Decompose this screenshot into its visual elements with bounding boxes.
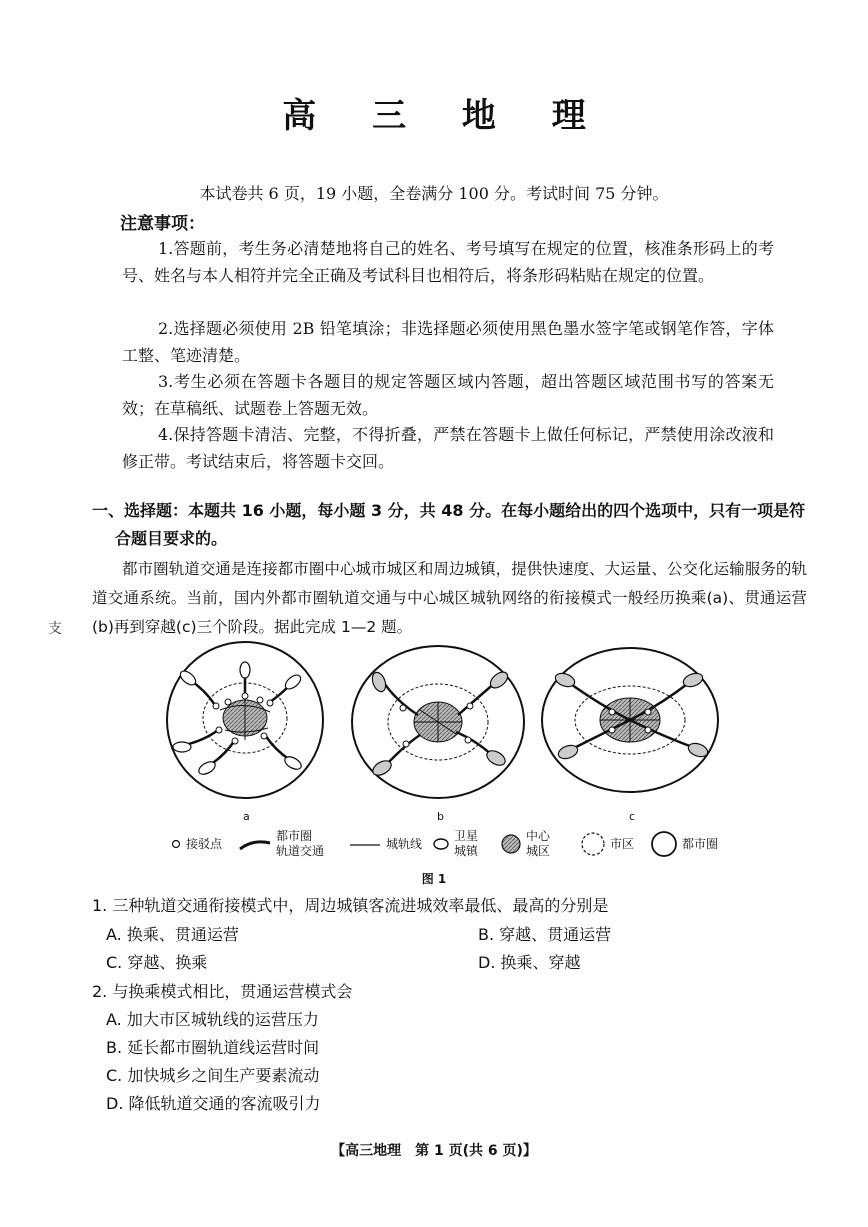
legend-metro-circle-label: 都市圈 (682, 836, 719, 851)
legend-central-area (500, 826, 550, 862)
margin-mark: 支 (48, 621, 62, 637)
central-area-icon (500, 833, 522, 855)
legend-transfer-point-label: 接驳点 (186, 836, 223, 851)
section-heading-line1: 一、选择题：本题共 16 小题，每小题 3 分，共 48 分。在每小题给出的四个选项中，只有一项是符 (92, 501, 806, 520)
legend-satellite-town (432, 826, 478, 862)
note-item-4: 4.保持答题卡清洁、完整，不得折叠，严禁在答题卡上做任何标记，严禁使用涂改液和修正带。考试结束后，将答题卡交回。 (122, 425, 774, 471)
panel-b (352, 646, 524, 798)
exam-info: 本试卷共 6 页，19 小题，全卷满分 100 分。考试时间 75 分钟。 (199, 184, 669, 203)
question-1-stem: 1. 三种轨道交通衔接模式中，周边城镇客流进城效率最低、最高的分别是 (92, 896, 609, 915)
section-heading-line2: 合题目要求的。 (115, 529, 228, 548)
city-rail-line-icon (348, 837, 382, 851)
question-1-option-b: B. 穿越、贯通运营 (478, 925, 612, 944)
legend-city-rail (348, 826, 422, 862)
legend-transfer-point (170, 826, 222, 862)
metro-rail-line-icon (238, 837, 272, 851)
panel-a (167, 642, 323, 798)
legend-urban-area (580, 826, 634, 862)
question-2-option-d: D. 降低轨道交通的客流吸引力 (106, 1094, 321, 1113)
figure-caption: 图 1 (421, 872, 447, 886)
question-2-option-a: A. 加大市区城轨线的运营压力 (106, 1010, 319, 1029)
notes-heading: 注意事项： (120, 214, 205, 234)
question-2-option-b: B. 延长都市圈轨道线运营时间 (106, 1038, 320, 1057)
note-item-3: 3.考生必须在答题卡各题目的规定答题区域内答题，超出答题区域范围书写的答案无效；在草稿纸、试题卷上答题无效。 (122, 372, 774, 418)
legend-metro-rail-label: 都市圈 轨道交通 (276, 829, 325, 858)
legend-metro-circle (650, 826, 718, 862)
legend-central-area-label: 中心 城区 (526, 829, 551, 858)
figure-legend (170, 826, 730, 862)
question-intro: 都市圈轨道交通是连接都市圈中心城市城区和周边城镇，提供快速度、大运量、公交化运输服务的轨道交通系统。当前，国内外都市圈轨道交通与中心城区城轨网络的衔接模式一般经历换乘(a)、贯通运营(b)再到穿越(c)三个阶段。据此完成 1—2 题。 (92, 560, 807, 636)
legend-metro-rail (238, 826, 324, 862)
legend-urban-area-label: 市区 (610, 836, 635, 851)
section-heading (92, 497, 807, 553)
legend-city-rail-label: 城轨线 (386, 836, 423, 851)
note-item-1: 1.答题前，考生务必清楚地将自己的姓名、考号填写在规定的位置，核准条形码上的考号、姓名与本人相符并完全正确及考试科目也相符后，将条形码粘贴在规定的位置。 (122, 239, 774, 285)
question-1-option-d: D. 换乘、穿越 (478, 953, 581, 972)
panel-c (542, 648, 718, 792)
question-2-option-c: C. 加快城乡之间生产要素流动 (106, 1066, 320, 1085)
legend-satellite-town-label: 卫星 城镇 (454, 829, 479, 858)
transfer-point-icon (170, 838, 182, 850)
note-item-2: 2.选择题必须使用 2B 铅笔填涂；非选择题必须使用黑色墨水签字笔或钢笔作答，字体工整、笔迹清楚。 (122, 319, 774, 365)
question-1-option-c: C. 穿越、换乘 (106, 953, 208, 972)
panel-label-c: c (629, 810, 636, 823)
page-title: 高 三 地 理 (282, 96, 608, 136)
question-1-option-a: A. 换乘、贯通运营 (106, 925, 239, 944)
satellite-town-icon (432, 837, 450, 851)
panel-label-b: b (437, 810, 444, 823)
figure-1-diagram (150, 640, 730, 820)
question-2-stem: 2. 与换乘模式相比，贯通运营模式会 (92, 982, 353, 1001)
urban-area-icon (580, 831, 606, 857)
panel-label-a: a (243, 810, 250, 823)
metro-circle-icon (650, 830, 678, 858)
page-footer: 【高三地理 第 1 页(共 6 页)】 (331, 1143, 537, 1159)
